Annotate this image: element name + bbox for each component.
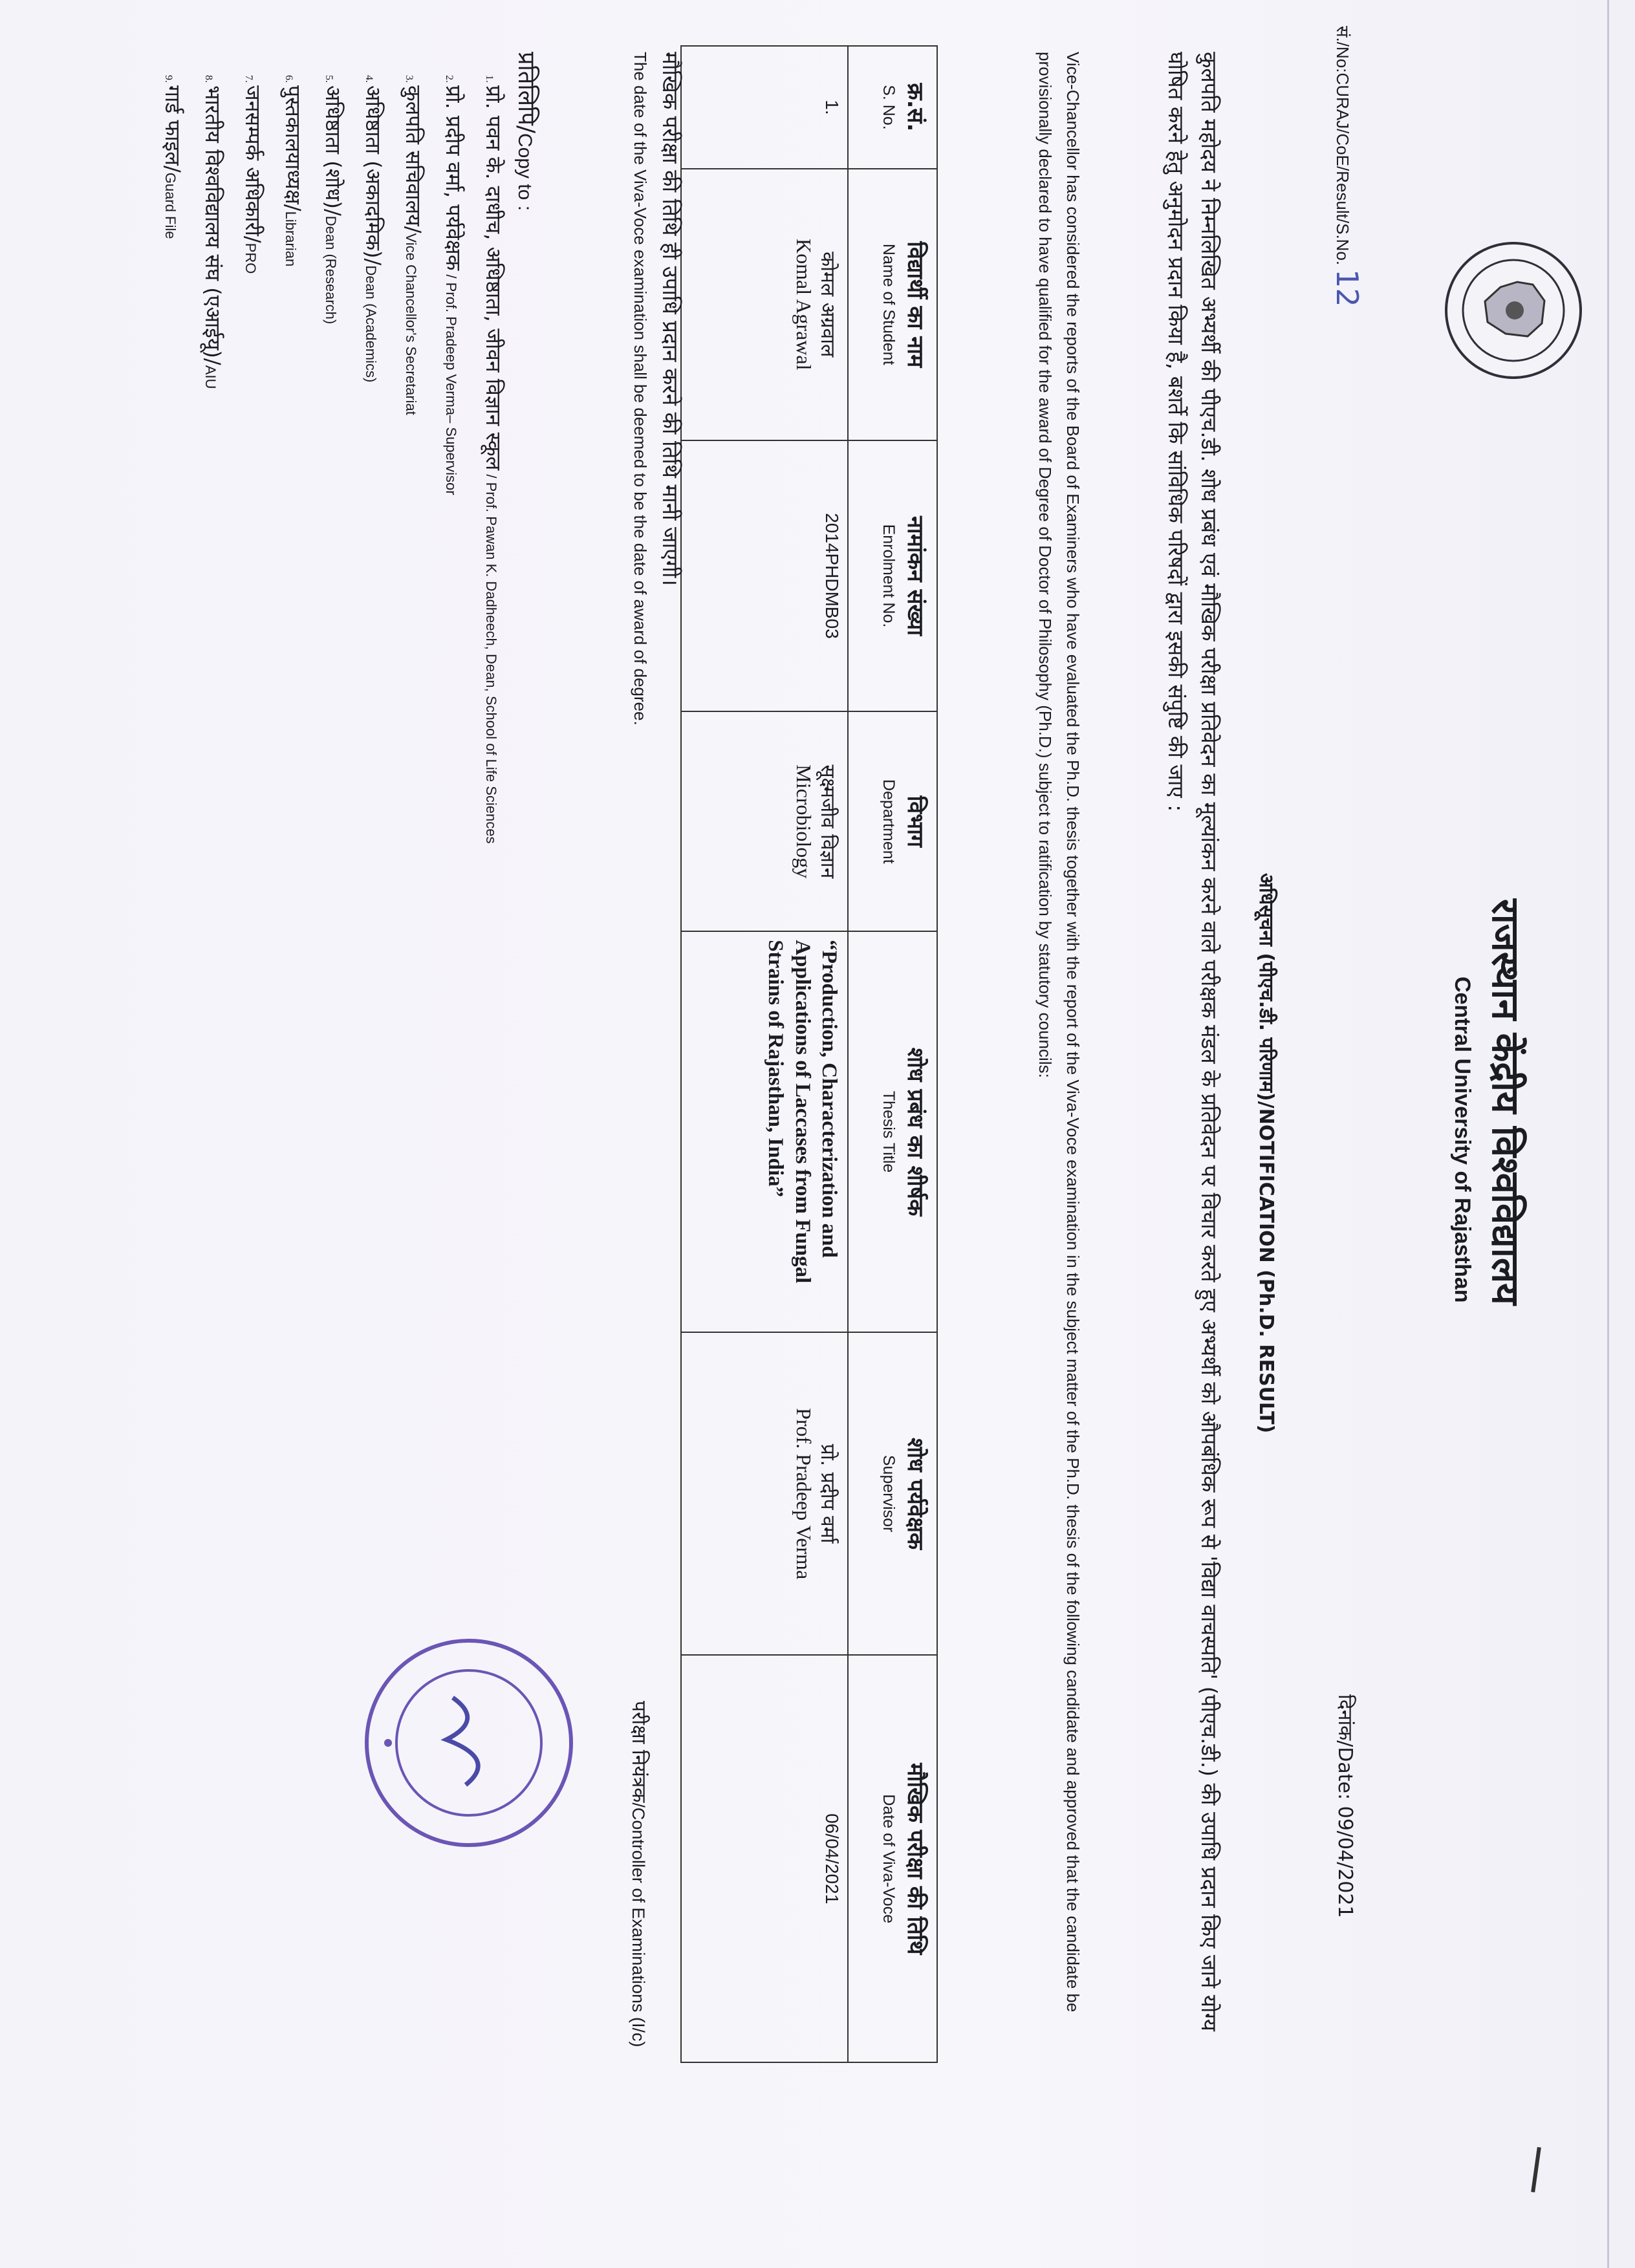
reference-label: सं./No:CURAJ/CoE/Result/S.No. <box>1333 26 1352 266</box>
notification-english: NOTIFICATION (Ph.D. RESULT) <box>1255 1108 1277 1434</box>
col-supervisor: शोध पर्यवेक्षक Supervisor <box>848 1332 937 1656</box>
result-table <box>680 45 938 2063</box>
cell-thesis-title: “Production, Characterization and Applications of Laccases from Fungal Strains of Rajasthan, India” <box>681 931 848 1332</box>
copy-to-heading <box>512 52 543 211</box>
date-value: 09/04/2021 <box>1334 1806 1356 1918</box>
award-date-note-hindi: मौखिक परीक्षा की तिथि ही उपाधि प्रदान करने की तिथि मानी जाएगी। <box>658 52 683 586</box>
col-department: विभाग Department <box>848 711 937 931</box>
rotated-notification <box>32 26 1585 2251</box>
cell-student-name: कोमल अग्रवाल Komal Agrawal <box>681 169 848 440</box>
university-name-english: Central University of Rajasthan <box>1450 977 1475 1303</box>
university-name-hindi: राजस्थान केंद्रीय विश्वविद्यालय <box>1484 899 1528 1305</box>
col-student-name: विद्यार्थी का नाम Name of Student <box>848 169 937 440</box>
signatory-title <box>627 1701 653 2047</box>
cell-supervisor: प्रो. प्रदीप वर्मा Prof. Pradeep Verma <box>681 1332 848 1656</box>
date-label: दिनांक/Date: <box>1334 1694 1356 1800</box>
signatory-english: /Controller of Examinations (I/c) <box>629 1802 648 2047</box>
reference-serial: 12 <box>1330 269 1365 307</box>
notification-heading <box>1254 873 1281 1433</box>
issue-date <box>1333 1694 1359 1918</box>
list-item: 4. अधिष्ठाता (अकादमिक)/Dean (Academics) <box>347 85 387 2025</box>
col-sno: क्र.सं. S. No. <box>848 46 937 169</box>
table-row <box>681 46 848 2062</box>
col-thesis-title: शोध प्रबंध का शीर्षक Thesis Title <box>848 931 937 1332</box>
copy-to-hindi: प्रतिलिपि/ <box>513 52 539 133</box>
list-item: 1. प्रो. पवन के. दाधीच, अधिष्ठाता, जीवन विज्ञान स्कूल / Prof. Pawan K. Dadheech, Dean, School of Life Sciences <box>468 85 508 2025</box>
list-item: 8. भारतीय विश्वविद्यालय संघ (एआईयू)/AIU <box>187 85 227 2025</box>
col-enrolment: नामांकन संख्या Enrolment No. <box>848 440 937 712</box>
list-item: 6. पुस्तकालयाध्यक्ष/Librarian <box>267 85 307 2025</box>
table-header-row <box>848 46 937 2062</box>
list-item: 2. प्रो. प्रदीप वर्मा, पर्यवेक्षक / Prof. Pradeep Verma– Supervisor <box>428 85 468 2025</box>
university-logo <box>1442 239 1585 382</box>
list-item: 9. गार्ड फाइल/Guard File <box>147 85 187 2025</box>
cell-viva-date: 06/04/2021 <box>681 1655 848 2062</box>
list-item: 7. जनसम्पर्क अधिकारी/PRO <box>227 85 267 2025</box>
paper-edge <box>1607 0 1609 2268</box>
award-date-note-english: The date of the Viva-Voce examination shall be deemed to be the date of award of degree. <box>631 52 650 726</box>
cell-department: सूक्ष्मजीव विज्ञान Microbiology <box>681 711 848 931</box>
signatory-hindi: परीक्षा नियंत्रक <box>627 1701 650 1803</box>
reference-number <box>1330 26 1365 307</box>
col-viva-date: मौखिक परीक्षा की तिथि Date of Viva-Voce <box>848 1655 937 2062</box>
approval-paragraph-hindi: कुलपति महोदय ने निम्नलिखित अभ्यर्थी की पीएच.डी. शोध प्रबंध एवं मौखिक परीक्षा प्रतिवेदन का मूल्यांकन करने वाले परीक्षक मंडल के प्रतिवेदन पर विचार करते हुए अभ्यर्थी को औपबंधिक रूप से 'विद्या वाचस्पति' (पीएच.डी.) की उपाधि प्रदान किए जाने योग्य घोषित करने हेतु अनुमोदन प्रदान किया है, बशर्ते कि सांविधिक परिषदों द्वारा इसकी संपुष्टि की जाए : <box>1163 52 1222 2031</box>
notification-hindi: अधिसूचना (पीएच.डी. परिणाम)/ <box>1255 873 1277 1108</box>
copy-to-list <box>147 52 508 2025</box>
cell-enrolment: 2014PHDMB03 <box>681 440 848 712</box>
cell-sno: 1. <box>681 46 848 169</box>
copy-to-english: Copy to : <box>514 133 536 211</box>
approval-paragraph-english: Vice-Chancellor has considered the reports of the Board of Examiners who have evaluated the Ph.D. thesis together with the report of the Viva-Voce examination in the subject matter of the Ph.D. thesis of the following candidate and approved that the candidate be provisionally declared to have qualified for the award of Degree of Doctor of Philosophy (Ph.D.) subject to ratification by statutory councils: <box>1035 52 1083 2013</box>
list-item: 5. अधिष्ठाता (शोध)/Dean (Research) <box>307 85 347 2025</box>
list-item: 3. कुलपति सचिवालय/Vice Chancellor's Secretariat <box>387 85 428 2025</box>
